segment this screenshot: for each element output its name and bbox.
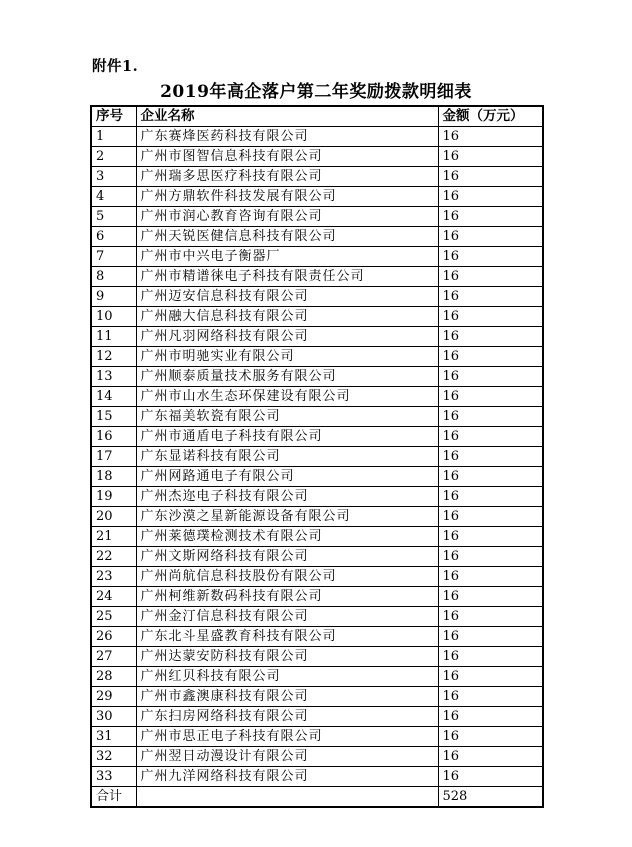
row-index-cell: 18: [91, 467, 136, 487]
header-index: 序号: [91, 106, 136, 127]
row-index-cell: 22: [91, 547, 136, 567]
row-index-cell: 17: [91, 447, 136, 467]
row-index-cell: 8: [91, 267, 136, 287]
row-index-cell: 31: [91, 727, 136, 747]
amount-cell: 16: [438, 667, 543, 687]
company-name-cell: 广州九洋网络科技有限公司: [136, 767, 438, 787]
amount-cell: 16: [438, 287, 543, 307]
amount-cell: 16: [438, 487, 543, 507]
page-title: 2019年高企落户第二年奖励拨款明细表: [160, 82, 472, 102]
table-row: [91, 747, 543, 767]
header-company-name: 企业名称: [136, 106, 438, 127]
company-name-cell: 广东扫房网络科技有限公司: [136, 707, 438, 727]
table-row: [91, 347, 543, 367]
funding-table: [90, 105, 544, 808]
amount-cell: 16: [438, 267, 543, 287]
company-name-cell: 广州市明驰实业有限公司: [136, 347, 438, 367]
company-name-cell: 广州市鑫澳康科技有限公司: [136, 687, 438, 707]
row-index-cell: 13: [91, 367, 136, 387]
company-name-cell: 广州市中兴电子衡器厂: [136, 247, 438, 267]
amount-cell: 16: [438, 767, 543, 787]
table-row: [91, 187, 543, 207]
table-row: [91, 487, 543, 507]
row-index-cell: 15: [91, 407, 136, 427]
table-row: [91, 227, 543, 247]
company-name-cell: 广州迈安信息科技有限公司: [136, 287, 438, 307]
row-index-cell: 29: [91, 687, 136, 707]
row-index-cell: 30: [91, 707, 136, 727]
row-index-cell: 14: [91, 387, 136, 407]
amount-cell: 16: [438, 187, 543, 207]
row-index-cell: 16: [91, 427, 136, 447]
company-name-cell: 广东北斗星盛教育科技有限公司: [136, 627, 438, 647]
company-name-cell: 广州柯维新数码科技有限公司: [136, 587, 438, 607]
company-name-cell: 广州尚航信息科技股份有限公司: [136, 567, 438, 587]
amount-cell: 16: [438, 587, 543, 607]
table-row: [91, 707, 543, 727]
company-name-cell: 广东沙漠之星新能源设备有限公司: [136, 507, 438, 527]
amount-cell: 16: [438, 307, 543, 327]
company-name-cell: 广州市山水生态环保建设有限公司: [136, 387, 438, 407]
row-index-cell: 26: [91, 627, 136, 647]
company-name-cell: 广州市思正电子科技有限公司: [136, 727, 438, 747]
company-name-cell: 广州金汀信息科技有限公司: [136, 607, 438, 627]
amount-cell: 16: [438, 567, 543, 587]
amount-cell: 16: [438, 227, 543, 247]
amount-cell: 16: [438, 447, 543, 467]
table-row: [91, 267, 543, 287]
table-row: [91, 547, 543, 567]
row-index-cell: 3: [91, 167, 136, 187]
table-row: [91, 507, 543, 527]
company-name-cell: 广州市润心教育咨询有限公司: [136, 207, 438, 227]
table-row: [91, 587, 543, 607]
amount-cell: 16: [438, 647, 543, 667]
company-name-cell: 广州翌日动漫设计有限公司: [136, 747, 438, 767]
company-name-cell: 广州市图智信息科技有限公司: [136, 147, 438, 167]
company-name-cell: 广州方鼎软件科技发展有限公司: [136, 187, 438, 207]
row-index-cell: 32: [91, 747, 136, 767]
table-row: [91, 467, 543, 487]
amount-cell: 16: [438, 627, 543, 647]
company-name-cell: 广州莱德璞检测技术有限公司: [136, 527, 438, 547]
row-index-cell: 23: [91, 567, 136, 587]
amount-cell: 16: [438, 127, 543, 147]
company-name-cell: 广州市通盾电子科技有限公司: [136, 427, 438, 447]
table-row: [91, 127, 543, 147]
table-row: [91, 527, 543, 547]
amount-cell: 16: [438, 147, 543, 167]
company-name-cell: 广州网路通电子有限公司: [136, 467, 438, 487]
table-body: [91, 127, 543, 787]
table-row: [91, 307, 543, 327]
table-row: [91, 567, 543, 587]
row-index-cell: 12: [91, 347, 136, 367]
row-index-cell: 21: [91, 527, 136, 547]
company-name-cell: 广州瑞多思医疗科技有限公司: [136, 167, 438, 187]
row-index-cell: 2: [91, 147, 136, 167]
amount-cell: 16: [438, 327, 543, 347]
row-index-cell: 11: [91, 327, 136, 347]
amount-cell: 16: [438, 727, 543, 747]
table-row: [91, 287, 543, 307]
table-row: [91, 727, 543, 747]
amount-cell: 16: [438, 347, 543, 367]
amount-cell: 16: [438, 527, 543, 547]
table-header: [91, 106, 543, 127]
table-row: [91, 627, 543, 647]
header-amount: 金额（万元）: [438, 106, 543, 127]
row-index-cell: 24: [91, 587, 136, 607]
company-name-cell: 广州天锐医健信息科技有限公司: [136, 227, 438, 247]
amount-cell: 16: [438, 747, 543, 767]
table-row: [91, 667, 543, 687]
table-row: [91, 387, 543, 407]
amount-cell: 16: [438, 507, 543, 527]
attachment-label: 附件1.: [92, 58, 139, 75]
total-value-cell: 528: [438, 787, 543, 808]
amount-cell: 16: [438, 707, 543, 727]
table-row: [91, 427, 543, 447]
table-row: [91, 367, 543, 387]
table-footer: [91, 787, 543, 808]
amount-cell: 16: [438, 467, 543, 487]
company-name-cell: 广州市精谱徕电子科技有限责任公司: [136, 267, 438, 287]
table-row: [91, 647, 543, 667]
row-index-cell: 28: [91, 667, 136, 687]
table-row: [91, 167, 543, 187]
table-row: [91, 687, 543, 707]
company-name-cell: 广州达蒙安防科技有限公司: [136, 647, 438, 667]
company-name-cell: 广州文斯网络科技有限公司: [136, 547, 438, 567]
table-row: [91, 407, 543, 427]
total-label-cell: 合计: [91, 787, 136, 808]
company-name-cell: 广州顺泰质量技术服务有限公司: [136, 367, 438, 387]
table-row: [91, 767, 543, 787]
amount-cell: 16: [438, 407, 543, 427]
table-row: [91, 207, 543, 227]
table-row: [91, 607, 543, 627]
table-row: [91, 147, 543, 167]
row-index-cell: 19: [91, 487, 136, 507]
total-empty-cell: [136, 787, 438, 808]
table-row: [91, 447, 543, 467]
total-row: [91, 787, 543, 808]
row-index-cell: 6: [91, 227, 136, 247]
table-row: [91, 247, 543, 267]
company-name-cell: 广东赛烽医药科技有限公司: [136, 127, 438, 147]
company-name-cell: 广州融大信息科技有限公司: [136, 307, 438, 327]
amount-cell: 16: [438, 167, 543, 187]
row-index-cell: 27: [91, 647, 136, 667]
amount-cell: 16: [438, 607, 543, 627]
amount-cell: 16: [438, 367, 543, 387]
company-name-cell: 广州杰迩电子科技有限公司: [136, 487, 438, 507]
row-index-cell: 5: [91, 207, 136, 227]
amount-cell: 16: [438, 687, 543, 707]
amount-cell: 16: [438, 207, 543, 227]
amount-cell: 16: [438, 427, 543, 447]
company-name-cell: 广州凡羽网络科技有限公司: [136, 327, 438, 347]
amount-cell: 16: [438, 387, 543, 407]
company-name-cell: 广州红贝科技有限公司: [136, 667, 438, 687]
row-index-cell: 1: [91, 127, 136, 147]
company-name-cell: 广东福美软瓷有限公司: [136, 407, 438, 427]
row-index-cell: 7: [91, 247, 136, 267]
company-name-cell: 广东显诺科技有限公司: [136, 447, 438, 467]
row-index-cell: 4: [91, 187, 136, 207]
row-index-cell: 10: [91, 307, 136, 327]
row-index-cell: 33: [91, 767, 136, 787]
row-index-cell: 20: [91, 507, 136, 527]
row-index-cell: 25: [91, 607, 136, 627]
row-index-cell: 9: [91, 287, 136, 307]
header-row: [91, 106, 543, 127]
amount-cell: 16: [438, 547, 543, 567]
amount-cell: 16: [438, 247, 543, 267]
table-row: [91, 327, 543, 347]
